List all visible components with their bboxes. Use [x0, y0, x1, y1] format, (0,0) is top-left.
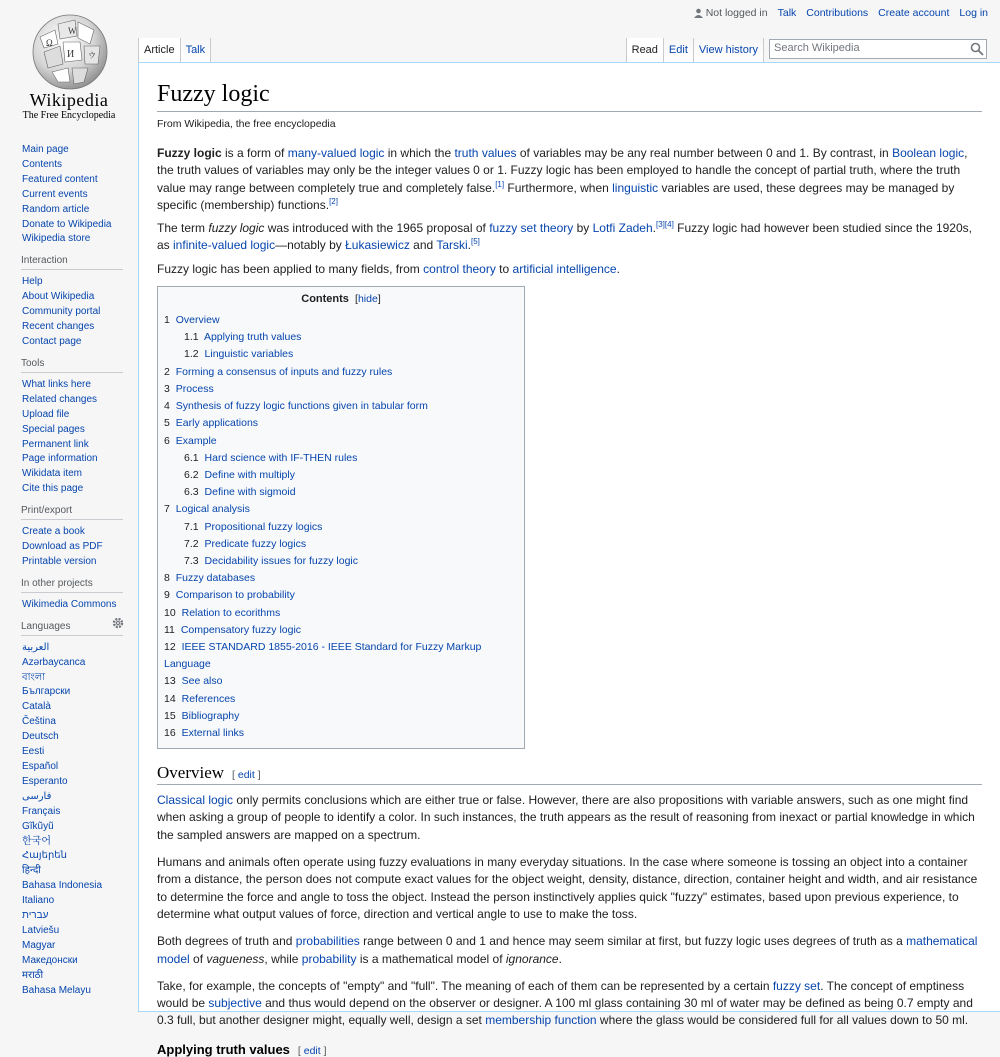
toc-item[interactable]: [164, 673, 518, 690]
toc-number: 15: [164, 709, 176, 722]
toc-link[interactable]: Process: [175, 382, 214, 395]
edit-section-applying-truth-values[interactable]: edit: [303, 1044, 321, 1057]
link-linguistic[interactable]: linguistic: [612, 180, 659, 195]
link-boolean-logic[interactable]: Boolean logic: [892, 146, 965, 160]
overview-paragraph-3: Both degrees of truth and probabilities range between 0 and 1 and hence may seem similar at first, but fuzzy logic uses degrees of truth as a mathematical model of vagueness, while probability is a mathematical model of ignorance.: [157, 934, 978, 966]
interaction-heading: Interaction: [21, 255, 123, 270]
sidebar-item-print-link[interactable]: Printable version: [22, 555, 97, 567]
sidebar-item-nav-link[interactable]: Current events: [22, 188, 88, 200]
toc-item[interactable]: [164, 639, 518, 673]
sidebar-item-projects-link[interactable]: Wikimedia Commons: [22, 598, 117, 610]
wikipedia-logo[interactable]: [0, 0, 138, 130]
sidebar-item-language-link[interactable]: Esperanto: [22, 775, 68, 787]
view-tabs: [626, 38, 764, 62]
sidebar-item-nav-3: [22, 188, 138, 203]
sidebar-item-tools-0: [22, 378, 138, 393]
toc-link[interactable]: See also: [181, 675, 223, 688]
sidebar-item-tools-link[interactable]: Special pages: [22, 423, 85, 435]
link-probabilities[interactable]: probabilities: [295, 934, 360, 949]
sidebar-item-tools-5: [22, 452, 138, 467]
sidebar: [0, 140, 138, 1007]
svg-text:И: И: [67, 49, 75, 60]
personal-tools: [694, 7, 988, 19]
sidebar-item-nav-4: [22, 203, 138, 218]
logo-tagline: The Free Encyclopedia: [22, 110, 116, 121]
sidebar-item-tools-4: [22, 438, 138, 453]
tab-article[interactable]: Article: [138, 38, 181, 62]
sidebar-item-interaction-4: [22, 335, 138, 350]
toc-item[interactable]: [164, 708, 518, 725]
toc-item[interactable]: [164, 725, 518, 742]
edit-section-overview[interactable]: edit: [237, 769, 255, 782]
link-classical-logic[interactable]: Classical logic: [157, 793, 234, 808]
link-fuzzy-set[interactable]: fuzzy set: [772, 978, 821, 993]
sidebar-item-language-link[interactable]: Español: [22, 761, 59, 772]
talk-link[interactable]: Talk: [777, 7, 797, 19]
sidebar-item-print-2: [22, 555, 138, 570]
toc-number: 4: [164, 400, 170, 413]
toc-link[interactable]: Example: [175, 434, 217, 447]
tab-view-history[interactable]: View history: [694, 38, 764, 62]
toc-link[interactable]: Applying truth values: [203, 331, 302, 344]
sidebar-item-interaction-2: [22, 305, 138, 320]
sidebar-item-print-link[interactable]: Create a book: [22, 526, 85, 538]
sidebar-item-tools-link[interactable]: Page information: [22, 453, 98, 465]
toc-link[interactable]: Hard science with IF-THEN rules: [204, 451, 358, 464]
toc-item[interactable]: [164, 433, 518, 450]
wikipedia-globe-icon: [30, 12, 110, 92]
sidebar-item-language-2: [22, 671, 138, 686]
toc-number: 11: [164, 623, 175, 636]
section-heading-applying-truth-values: Applying truth values [ edit ]: [157, 1041, 327, 1057]
not-logged-in: Not logged in: [694, 7, 768, 19]
toc-item[interactable]: [164, 312, 518, 329]
toc-number: 6: [164, 434, 170, 447]
sidebar-item-language-4: [22, 700, 138, 715]
sidebar-item-language-link[interactable]: Македонски: [22, 954, 78, 966]
sidebar-item-tools-3: [22, 423, 138, 438]
toc-item[interactable]: [164, 553, 518, 570]
link-many-valued-logic[interactable]: many-valued logic: [287, 146, 385, 160]
toc-link[interactable]: External links: [181, 726, 245, 739]
toc-item[interactable]: [164, 570, 518, 587]
sidebar-item-language-link[interactable]: فارسی: [22, 790, 52, 802]
toc-item[interactable]: [164, 587, 518, 604]
toc-number: 6.1: [184, 451, 199, 464]
sidebar-item-language-10: [22, 790, 138, 805]
intro-paragraph-2: The term fuzzy logic was introduced with the 1965 proposal of fuzzy set theory by Lotfi Zadeh.[3][4] Fuzzy logic had however been studied since the 1920s, as infinite-valued logic—notably by Łukasiewicz and Tarski.[5]: [157, 220, 972, 253]
print-heading: Print/export: [21, 505, 123, 520]
sidebar-item-language-link[interactable]: বাংলা: [22, 671, 46, 683]
sidebar-navigation: [0, 140, 138, 247]
sidebar-item-language-link[interactable]: Български: [22, 686, 71, 698]
toc-number: 6.3: [184, 486, 199, 499]
sidebar-item-language-link[interactable]: मराठी: [22, 969, 44, 981]
toc-link[interactable]: Decidability issues for fuzzy logic: [204, 554, 359, 567]
link-lotfi-zadeh[interactable]: Lotfi Zadeh: [592, 221, 653, 236]
sidebar-item-language-5: [22, 715, 138, 730]
sidebar-item-language-link[interactable]: العربية: [22, 641, 50, 653]
sidebar-item-language-link[interactable]: Eesti: [22, 746, 45, 758]
sidebar-item-language-23: [22, 984, 138, 999]
login-link[interactable]: Log in: [959, 7, 988, 19]
sidebar-item-interaction-link[interactable]: Community portal: [22, 306, 101, 318]
sidebar-item-interaction-link[interactable]: Help: [22, 276, 43, 288]
sidebar-item-language-link[interactable]: Magyar: [22, 939, 56, 951]
ref-5[interactable]: [5]: [471, 237, 480, 247]
toc-link[interactable]: Forming a consensus of inputs and fuzzy rules: [175, 365, 393, 378]
toc-number: 9: [164, 589, 170, 602]
toc-item[interactable]: [164, 622, 518, 639]
link-membership-function[interactable]: membership function: [485, 1013, 597, 1028]
contributions-link[interactable]: Contributions: [806, 7, 869, 19]
sidebar-item-nav-0: [22, 143, 138, 158]
projects-heading: In other projects: [21, 578, 123, 593]
sidebar-item-interaction-1: [22, 290, 138, 305]
toc-link[interactable]: Predicate fuzzy logics: [204, 537, 307, 550]
sidebar-item-language-15: [22, 864, 138, 879]
sidebar-item-interaction-link[interactable]: Contact page: [22, 335, 82, 347]
sidebar-interaction: [0, 255, 138, 350]
intro-paragraph-1: Fuzzy logic is a form of many-valued logic in which the truth values of variables may be any real number between 0 and 1. By contrast, in Boolean logic, the truth values of variables may only be the integer values 0 or 1. Fuzzy logic has been employed to handle the concept of partial truth, where the truth value may range between completely true and completely false.[1] Furthermore, when linguistic variables are used, these degrees may be managed by specific (membership) functions.[2]: [157, 146, 968, 212]
ref-3[interactable]: [3]: [655, 220, 665, 230]
toc-link[interactable]: References: [181, 692, 236, 705]
toc-item[interactable]: [164, 605, 518, 622]
svg-text:W: W: [68, 26, 77, 36]
search-icon[interactable]: [970, 42, 984, 56]
toc-item[interactable]: [164, 691, 518, 708]
toc-number: 6.2: [184, 468, 199, 481]
sidebar-item-language-0: [22, 641, 138, 656]
toc-item[interactable]: [164, 467, 518, 484]
sidebar-item-tools-link[interactable]: Permanent link: [22, 438, 89, 450]
toc-number: 7.3: [184, 554, 199, 567]
toc-item[interactable]: [164, 536, 518, 553]
sidebar-item-language-9: [22, 775, 138, 790]
sidebar-item-language-link[interactable]: Italiano: [22, 895, 55, 907]
sidebar-tools: [0, 358, 138, 497]
sidebar-item-interaction-link[interactable]: Recent changes: [22, 321, 95, 333]
tools-heading: Tools: [21, 358, 123, 373]
link-artificial-intelligence[interactable]: artificial intelligence: [512, 261, 617, 276]
sidebar-item-nav-6: [22, 232, 138, 247]
sidebar-item-tools-link[interactable]: Upload file: [22, 408, 70, 420]
sidebar-item-tools-link[interactable]: Cite this page: [22, 483, 84, 495]
toc-link[interactable]: Compensatory fuzzy logic: [180, 623, 302, 636]
sidebar-item-language-link[interactable]: Français: [22, 805, 61, 817]
link-truth-values[interactable]: truth values: [454, 146, 517, 160]
ref-2[interactable]: [2]: [329, 196, 338, 206]
tab-read[interactable]: Read: [626, 38, 664, 62]
sidebar-item-interaction-3: [22, 320, 138, 335]
sidebar-item-nav-1: [22, 158, 138, 173]
user-icon: [694, 8, 703, 18]
toc-number: 7: [164, 503, 170, 516]
sidebar-item-language-link[interactable]: Bahasa Melayu: [22, 984, 91, 996]
sidebar-item-language-11: [22, 805, 138, 820]
toc-item[interactable]: [164, 519, 518, 536]
section-heading-overview: Overview [ edit ]: [157, 763, 982, 785]
toc-link[interactable]: Logical analysis: [175, 503, 250, 516]
sidebar-item-language-13: [22, 835, 138, 850]
toc-number: 14: [164, 692, 176, 705]
link-tarski[interactable]: Tarski: [436, 238, 468, 253]
sidebar-item-nav-link[interactable]: Random article: [22, 203, 90, 215]
sidebar-item-tools-link[interactable]: Related changes: [22, 393, 98, 405]
sidebar-item-language-link[interactable]: Čeština: [22, 716, 56, 728]
svg-text:ウ: ウ: [88, 51, 96, 60]
link-subjective[interactable]: subjective: [208, 996, 262, 1011]
sidebar-item-language-6: [22, 730, 138, 745]
toc-link[interactable]: IEEE STANDARD 1855-2016 - IEEE Standard for Fuzzy Markup Language: [164, 640, 482, 671]
sidebar-item-nav-2: [22, 173, 138, 188]
sidebar-item-language-20: [22, 939, 138, 954]
sidebar-item-language-1: [22, 656, 138, 671]
svg-text:Ω: Ω: [46, 38, 53, 48]
toc-link[interactable]: Bibliography: [181, 709, 240, 722]
toc-link[interactable]: Overview: [175, 314, 220, 327]
toc-item[interactable]: [164, 346, 518, 363]
sidebar-item-language-link[interactable]: Bahasa Indonesia: [22, 880, 103, 892]
logo-wordmark: Wikipedia: [29, 90, 109, 110]
sidebar-item-language-8: [22, 760, 138, 775]
sidebar-item-language-14: [22, 849, 138, 864]
toc-link[interactable]: Synthesis of fuzzy logic functions given in tabular form: [175, 400, 428, 413]
site-subtitle: From Wikipedia, the free encyclopedia: [157, 118, 336, 130]
sidebar-item-language-7: [22, 745, 138, 760]
sidebar-item-nav-link[interactable]: Wikipedia store: [22, 233, 91, 245]
sidebar-item-language-link[interactable]: 한국어: [22, 835, 51, 847]
sidebar-item-print-0: [22, 525, 138, 540]
sidebar-item-language-link[interactable]: हिन्दी: [22, 865, 41, 877]
languages-heading: Languages: [21, 621, 123, 636]
search-placeholder: Search Wikipedia: [774, 42, 860, 54]
toc-link[interactable]: Early applications: [175, 417, 259, 430]
sidebar-item-language-19: [22, 924, 138, 939]
toc-item[interactable]: [164, 450, 518, 467]
sidebar-item-nav-link[interactable]: Featured content: [22, 173, 98, 185]
toc-link[interactable]: Define with sigmoid: [204, 486, 296, 499]
toc-item[interactable]: [164, 364, 518, 381]
toc-number: 12: [164, 640, 176, 653]
sidebar-item-projects-0: [22, 598, 138, 613]
sidebar-item-nav-link[interactable]: Contents: [22, 158, 63, 170]
toc-link[interactable]: Linguistic variables: [204, 348, 294, 361]
link-probability[interactable]: probability: [301, 951, 357, 966]
tab-talk[interactable]: Talk: [181, 38, 212, 62]
sidebar-item-language-16: [22, 879, 138, 894]
toc-number: 5: [164, 417, 170, 430]
link-mathematical-model[interactable]: mathematical model: [157, 934, 978, 966]
sidebar-item-language-18: [22, 909, 138, 924]
toc-number: 1.1: [184, 331, 199, 344]
sidebar-item-tools-link[interactable]: What links here: [22, 378, 91, 390]
toc-link[interactable]: Relation to ecorithms: [181, 606, 281, 619]
sidebar-item-language-21: [22, 954, 138, 969]
sidebar-item-nav-link[interactable]: Main page: [22, 144, 69, 155]
intro-paragraph-3: Fuzzy logic has been applied to many fields, from control theory to artificial intelligence.: [157, 261, 620, 276]
toc-number: 13: [164, 675, 176, 688]
link-control-theory[interactable]: control theory: [423, 261, 496, 276]
sidebar-item-nav-5: [22, 218, 138, 233]
toc-link[interactable]: Fuzzy databases: [175, 572, 256, 585]
sidebar-item-language-link[interactable]: Latviešu: [22, 924, 60, 936]
link-infinite-valued-logic[interactable]: infinite-valued logic: [173, 238, 276, 253]
toc-number: 2: [164, 365, 170, 378]
sidebar-item-language-link[interactable]: עברית: [22, 910, 49, 922]
sidebar-item-interaction-0: [22, 275, 138, 290]
sidebar-item-tools-6: [22, 467, 138, 482]
toc-number: 1: [164, 314, 170, 327]
ref-1[interactable]: [1]: [495, 179, 505, 189]
sidebar-print: [0, 505, 138, 570]
toc-number: 16: [164, 726, 176, 739]
sidebar-item-tools-1: [22, 393, 138, 408]
sidebar-item-tools-link[interactable]: Wikidata item: [22, 468, 83, 480]
tab-edit[interactable]: Edit: [664, 38, 694, 62]
toc-number: 7.1: [184, 520, 199, 533]
toc-link[interactable]: Comparison to probability: [175, 589, 295, 602]
sidebar-item-tools-2: [22, 408, 138, 423]
page-title: Fuzzy logic: [157, 79, 982, 112]
toc-item[interactable]: [164, 381, 518, 398]
ref-4[interactable]: [4]: [664, 220, 674, 230]
create-account-link[interactable]: Create account: [878, 7, 950, 19]
toc-number: 1.2: [184, 348, 199, 361]
toc-item[interactable]: [164, 415, 518, 432]
sidebar-item-print-1: [22, 540, 138, 555]
overview-paragraph-1: Classical logic only permits conclusions which are either true or false. However, there are also propositions with variable answers, such as one might find when asking a group of people to identify a color. In such instances, the truth appears as the result of reasoning from inexact or partial knowledge in which the sampled answers are mapped on a spectrum.: [157, 793, 975, 842]
sidebar-item-nav-link[interactable]: Donate to Wikipedia: [22, 218, 112, 230]
sidebar-item-language-link[interactable]: Deutsch: [22, 731, 59, 743]
sidebar-item-language-link[interactable]: Հայերեն: [22, 850, 67, 862]
sidebar-projects: [0, 578, 138, 613]
namespace-tabs: [138, 38, 211, 62]
toc-item[interactable]: [164, 398, 518, 415]
toc-item[interactable]: [164, 329, 518, 346]
gear-icon[interactable]: [112, 617, 124, 629]
sidebar-item-language-22: [22, 969, 138, 984]
sidebar-item-language-12: [22, 820, 138, 835]
toc-hide-button[interactable]: hide: [357, 293, 378, 306]
sidebar-item-language-link[interactable]: Català: [22, 701, 51, 713]
table-of-contents: [157, 286, 525, 749]
sidebar-item-language-17: [22, 894, 138, 909]
sidebar-item-interaction-link[interactable]: About Wikipedia: [22, 291, 95, 303]
toc-item[interactable]: [164, 501, 518, 518]
toc-number: 8: [164, 572, 170, 585]
overview-paragraph-2: Humans and animals often operate using fuzzy evaluations in many everyday situations. In the case where someone is tossing an object into a container from a distance, the person does not compute exact values for the object weight, density, distance, direction, container height and width, and air resistance to determine the force and angle to toss the object. Instead the person instinctively applies quick "fuzzy" estimates, based upon previous experience, to determine what output values of force, direction and vertical angle to use to make the toss.: [157, 855, 978, 921]
link-lukasiewicz[interactable]: Łukasiewicz: [345, 238, 410, 253]
toc-number: 7.2: [184, 537, 199, 550]
search-input[interactable]: [769, 39, 987, 59]
sidebar-item-print-link[interactable]: Download as PDF: [22, 541, 103, 553]
link-fuzzy-set-theory[interactable]: fuzzy set theory: [489, 221, 574, 236]
toc-number: 10: [164, 606, 176, 619]
sidebar-languages: [0, 621, 138, 999]
main-content: [138, 62, 1000, 1057]
sidebar-item-language-link[interactable]: Gĩkũyũ: [22, 820, 54, 832]
sidebar-item-language-link[interactable]: Azərbaycanca: [22, 656, 86, 668]
toc-link[interactable]: Propositional fuzzy logics: [204, 520, 323, 533]
toc-item[interactable]: [164, 484, 518, 501]
toc-link[interactable]: Define with multiply: [204, 468, 295, 481]
overview-paragraph-4: Take, for example, the concepts of "empty" and "full". The meaning of each of them can be represented by a certain fuzzy set. The concept of emptiness would be subjective and thus would depend on the observer or designer. A 100 ml glass containing 30 ml of water may be defined as being 0.7 empty and 0.3 full, but another designer might, equally well, design a set membership function where the glass would be considered full for all values down to 50 ml.: [157, 978, 973, 1028]
toc-number: 3: [164, 382, 170, 395]
sidebar-item-language-3: [22, 685, 138, 700]
toc-title: Contents [hide]: [301, 293, 381, 306]
sidebar-item-tools-7: [22, 482, 138, 497]
